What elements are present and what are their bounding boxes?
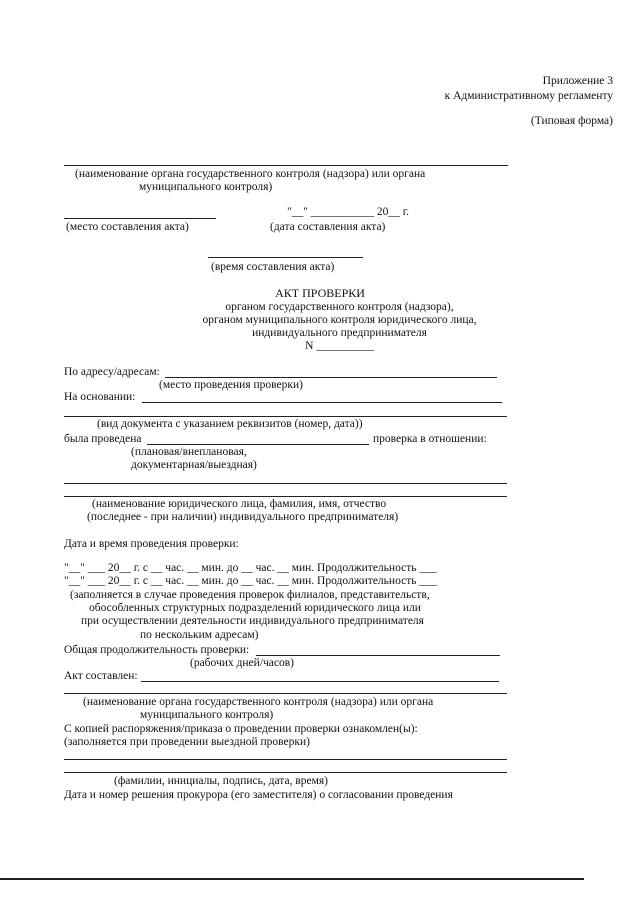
note-3: при осуществлении деятельности индивидуального предпринимателя [81, 615, 424, 627]
drawn-line-2 [64, 693, 507, 694]
act-subtitle-2: органом муниципального контроля юридического лица, [202, 314, 477, 326]
basis-line-2 [64, 416, 507, 417]
appendix-number: Приложение 3 [542, 75, 613, 87]
signatures-line-2 [64, 772, 507, 773]
act-subtitle-1: органом государственного контроля (надзора), [225, 301, 454, 313]
subject-line-1 [64, 483, 507, 484]
check-kind-1: (плановая/внеплановая, [131, 446, 247, 458]
time-caption: (время составления акта) [211, 261, 335, 273]
signatures-caption: (фамилии, инициалы, подпись, дата, время) [114, 775, 328, 787]
prosecutor-line: Дата и номер решения прокурора (его заместителя) о согласовании проведения [64, 789, 453, 801]
address-caption: (место проведения проверки) [159, 379, 303, 391]
appendix-regulation: к Административному регламенту [444, 90, 613, 102]
form-type: (Типовая форма) [530, 115, 613, 127]
datetime-label: Дата и время проведения проверки: [64, 538, 239, 550]
organ-caption-2: муниципального контроля) [139, 181, 273, 193]
conducted-label: была проведена [64, 433, 142, 445]
drawn-line-1 [141, 681, 499, 682]
drawn-caption-1: (наименование органа государственного контроля (надзора) или органа [83, 696, 434, 708]
basis-caption: (вид документа с указанием реквизитов (номер, дата)) [97, 418, 363, 430]
schedule-row-1: "__" ___ 20__ г. с __ час. __ мин. до __ час. __ мин. Продолжительность ___ [64, 562, 437, 574]
subject-caption-1: (наименование юридического лица, фамилия, имя, отчество [92, 498, 387, 510]
basis-line-1 [142, 402, 502, 403]
place-caption: (место составления акта) [66, 221, 189, 233]
subject-line-2 [64, 496, 507, 497]
page-bottom-rule [0, 878, 584, 880]
conducted-line [147, 444, 369, 445]
act-number: N __________ [305, 340, 374, 352]
check-kind-2: документарная/выездная) [131, 459, 257, 471]
signatures-line-1 [64, 759, 507, 760]
subject-caption-2: (последнее - при наличии) индивидуального предпринимателя) [87, 511, 399, 523]
place-line [64, 218, 216, 219]
schedule-row-2: "__" ___ 20__ г. с __ час. __ мин. до __ час. __ мин. Продолжительность ___ [64, 575, 437, 587]
time-line [208, 257, 363, 258]
address-label: По адресу/адресам: [64, 366, 160, 378]
total-line [256, 655, 500, 656]
total-caption: (рабочих дней/часов) [190, 657, 295, 669]
act-title: АКТ ПРОВЕРКИ [275, 286, 365, 300]
total-label: Общая продолжительность проверки: [64, 644, 250, 656]
act-subtitle-3: индивидуального предпринимателя [252, 327, 427, 339]
date-caption: (дата составления акта) [270, 221, 386, 233]
date-blank: "__" ___________ 20__ г. [287, 206, 410, 218]
copy-line-2: (заполняется при проведении выездной проверки) [64, 736, 310, 748]
drawn-caption-2: муниципального контроля) [140, 709, 274, 721]
address-line [165, 377, 497, 378]
organ-name-line [64, 165, 508, 166]
basis-label: На основании: [64, 391, 136, 403]
drawn-label: Акт составлен: [64, 670, 138, 682]
organ-caption-1: (наименование органа государственного контроля (надзора) или органа [75, 168, 426, 180]
copy-line-1: С копией распоряжения/приказа о проведении проверки ознакомлен(ы): [64, 723, 418, 735]
note-2: обособленных структурных подразделений юридического лица или [89, 602, 421, 614]
note-4: по нескольким адресам) [140, 629, 259, 641]
conducted-suffix: проверка в отношении: [373, 433, 487, 445]
note-1: (заполняется в случае проведения проверок филиалов, представительств, [70, 589, 430, 601]
